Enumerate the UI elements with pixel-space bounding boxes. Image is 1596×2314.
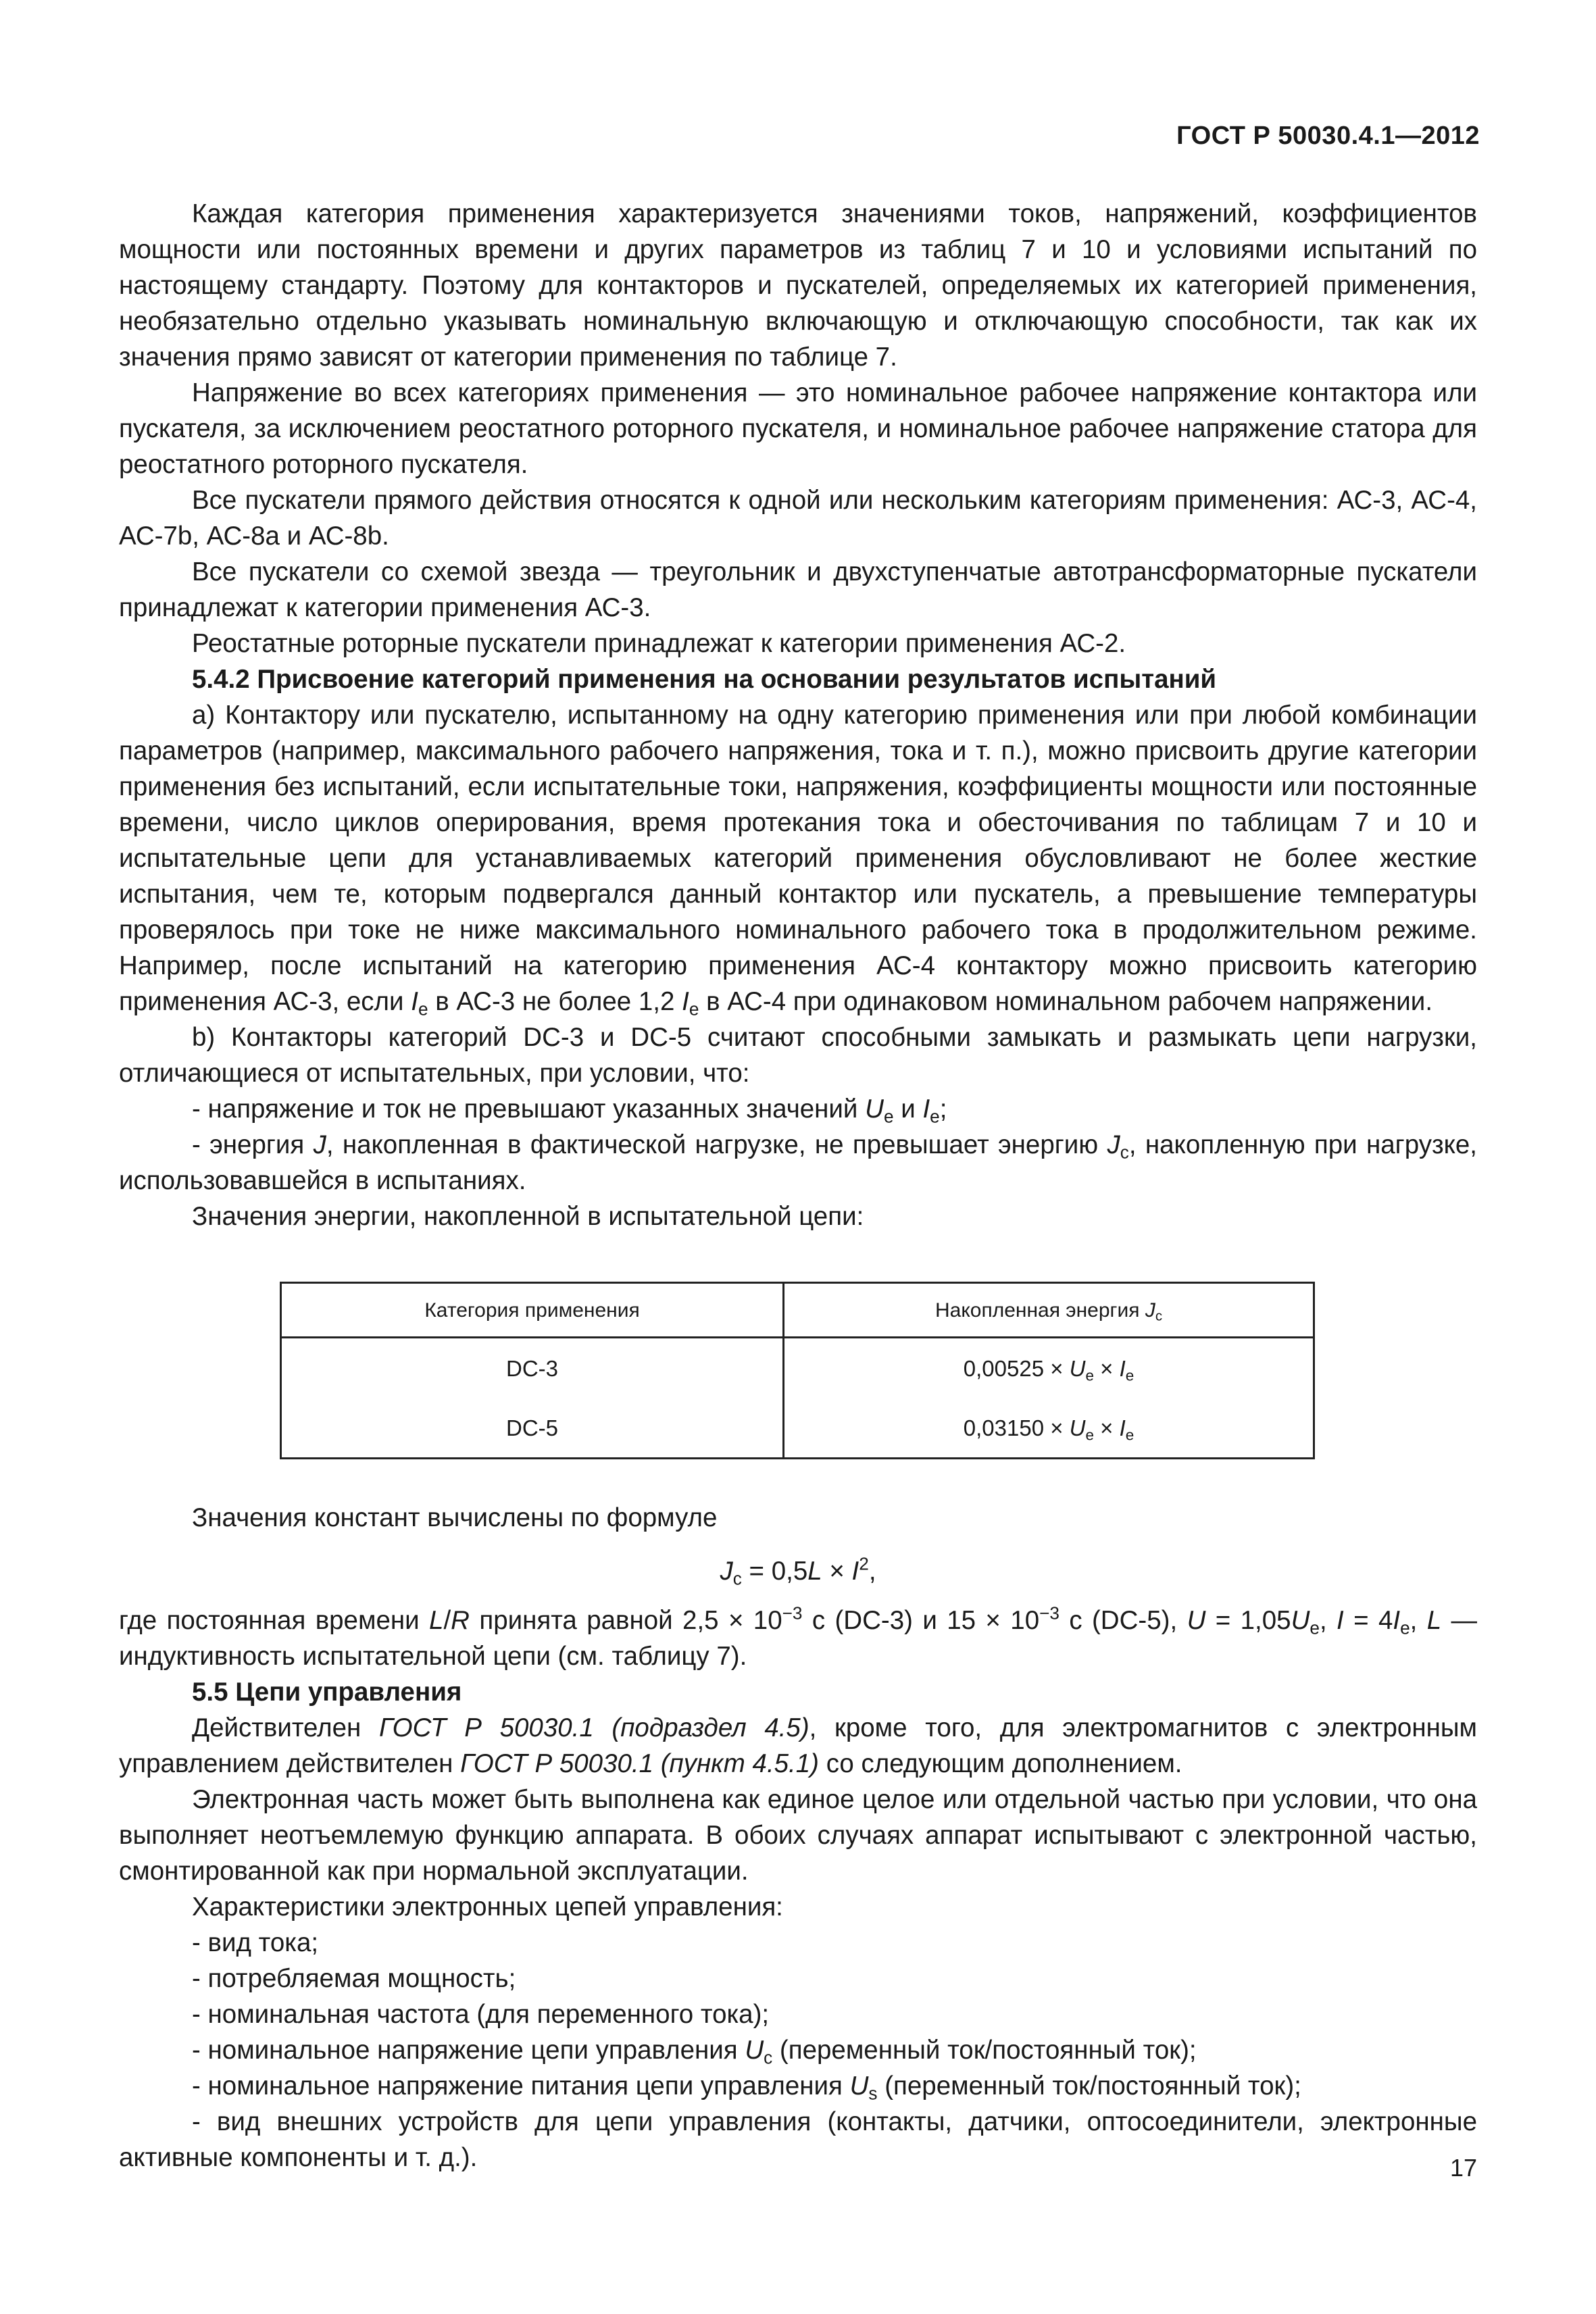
paragraph: Реостатные роторные пускатели принадлежат к категории применения АС-2. — [192, 629, 1126, 658]
table-header-energy: Накопленная энергия $J_c$ — [784, 1283, 1314, 1338]
list-item: - номинальное напряжение цепи управления $U_c$ (переменный ток/постоянный ток); — [192, 2036, 1197, 2068]
paragraph: Значения энергии, накопленной в испытательной цепи: — [192, 1202, 864, 1231]
table-row — [281, 1398, 1314, 1459]
formula: $J_c = 0,5L \times I^2$, — [720, 1553, 876, 1589]
list-item: - номинальное напряжение питания цепи управления $U_s$ (переменный ток/постоянный ток); — [192, 2071, 1301, 2104]
table-row — [281, 1338, 1314, 1399]
document-header: ГОСТ Р 50030.4.1—2012 — [1176, 122, 1480, 150]
condition-item: - энергия J, накопленная в фактической нагрузке, не превышает энергию $J_c$, накопленную при нагрузке, использовавшейся в испытаниях. — [119, 1130, 1477, 1195]
list-item: - номинальная частота (для переменного тока); — [192, 2000, 770, 2029]
table-header-category: Категория применения — [281, 1283, 784, 1338]
table-cell-category: DC-5 — [281, 1398, 784, 1459]
paragraph: Электронная часть может быть выполнена как единое целое или отдельной частью при условии, что она выполняет неотъемлемую функцию аппарата. В обоих случаях аппарат испытывают с электронной частью, смонтированной как при нормальной эксплуатации. — [119, 1785, 1477, 1886]
characteristics-list — [119, 1925, 1477, 2175]
paragraph-b: b) Контакторы категорий DC-3 и DC-5 считают способными замыкать и размыкать цепи нагрузки, отличающиеся от испытательных, при условии, что: — [119, 1023, 1477, 1088]
energy-table — [280, 1282, 1315, 1459]
list-item: - вид внешних устройств для цепи управления (контакты, датчики, оптосоединители, электронные активные компоненты и т. д.). — [119, 2107, 1477, 2172]
paragraph: Напряжение во всех категориях применения — это номинальное рабочее напряжение контактора или пускателя, за исключением реостатного роторного пускателя, и номинальное рабочее напряжение статора для реостатного роторного пускателя. — [119, 378, 1477, 479]
list-item: - потребляемая мощность; — [192, 1964, 516, 1993]
paragraph: Действителен ГОСТ Р 50030.1 (подраздел 4.5), кроме того, для электромагнитов с электронным управлением действителен ГОСТ Р 50030.1 (пункт 4.5.1) со следующим дополнением. — [119, 1713, 1477, 1778]
table-cell-energy: $0,03150 \times U_e \times I_e$ — [784, 1398, 1314, 1459]
section-heading-5-4-2: 5.4.2 Присвоение категорий применения на основании результатов испытаний — [192, 665, 1217, 694]
document-body — [119, 196, 1477, 2175]
section-heading-5-5: 5.5 Цепи управления — [192, 1678, 462, 1707]
paragraph: Каждая категория применения характеризуется значениями токов, напряжений, коэффициентов мощности или постоянных времени и других параметров из таблиц 7 и 10 и условиями испытаний по настоящему стандарту. Поэтому для контакторов и пускателей, определяемых их категорией применения, необязательно отдельно указывать номинальную включающую и отключающую способности, так как их значения прямо зависят от категории применения по таблице 7. — [119, 199, 1477, 372]
condition-item: - напряжение и ток не превышают указанных значений $U_e$ и $I_e$; — [192, 1095, 947, 1127]
paragraph: Характеристики электронных цепей управления: — [192, 1892, 783, 1921]
paragraph: Все пускатели прямого действия относятся к одной или нескольким категориям применения: АС-3, АС-4, АС-7b, АС-8а и АС-8b. — [119, 486, 1477, 551]
list-item: - вид тока; — [192, 1928, 319, 1957]
formula-intro: Значения констант вычислены по формуле — [192, 1503, 718, 1532]
paragraph-a: а) Контактору или пускателю, испытанному на одну категорию применения или при любой комбинации параметров (например, максимального рабочего напряжения, тока и т. п.), можно присвоить другие категории применения без испытаний, если испытательные токи, напряжения, коэффициенты мощности или постоянные времени, число циклов оперирования, время протекания тока и обесточивания по таблицам 7 и 10 и испытательные цепи для устанавливаемых категорий применения обусловливают не более жесткие испытания, чем те, которым подвергался данный контактор или пускатель, а превышение температуры проверялось при токе не ниже максимального номинального рабочего тока в продолжительном режиме. Например, после испытаний на категорию применения АС-4 контактору можно присвоить категорию применения АС-3, если $I_e$ в АС-3 не более 1,2 $I_e$ в АС-4 при одинаковом номинальном рабочем напряжении. — [119, 701, 1477, 1020]
table-cell-energy: $0,00525 \times U_e \times I_e$ — [784, 1338, 1314, 1399]
paragraph: Все пускатели со схемой звезда — треугольник и двухступенчатые автотрансформаторные пускатели принадлежат к категории применения АС-3. — [119, 557, 1477, 622]
formula-explanation: где постоянная времени L/R принята равной $2,5 \times 10^{-3}$ с (DC-3) и $15 \times 10^{-3}$ с (DC-5), $U = 1,05U_e$, $I = 4I_e$, L — индуктивность испытательной цепи (см. таблицу 7). — [119, 1603, 1478, 1671]
page-number: 17 — [1449, 2154, 1477, 2182]
table-cell-category: DC-3 — [281, 1338, 784, 1399]
